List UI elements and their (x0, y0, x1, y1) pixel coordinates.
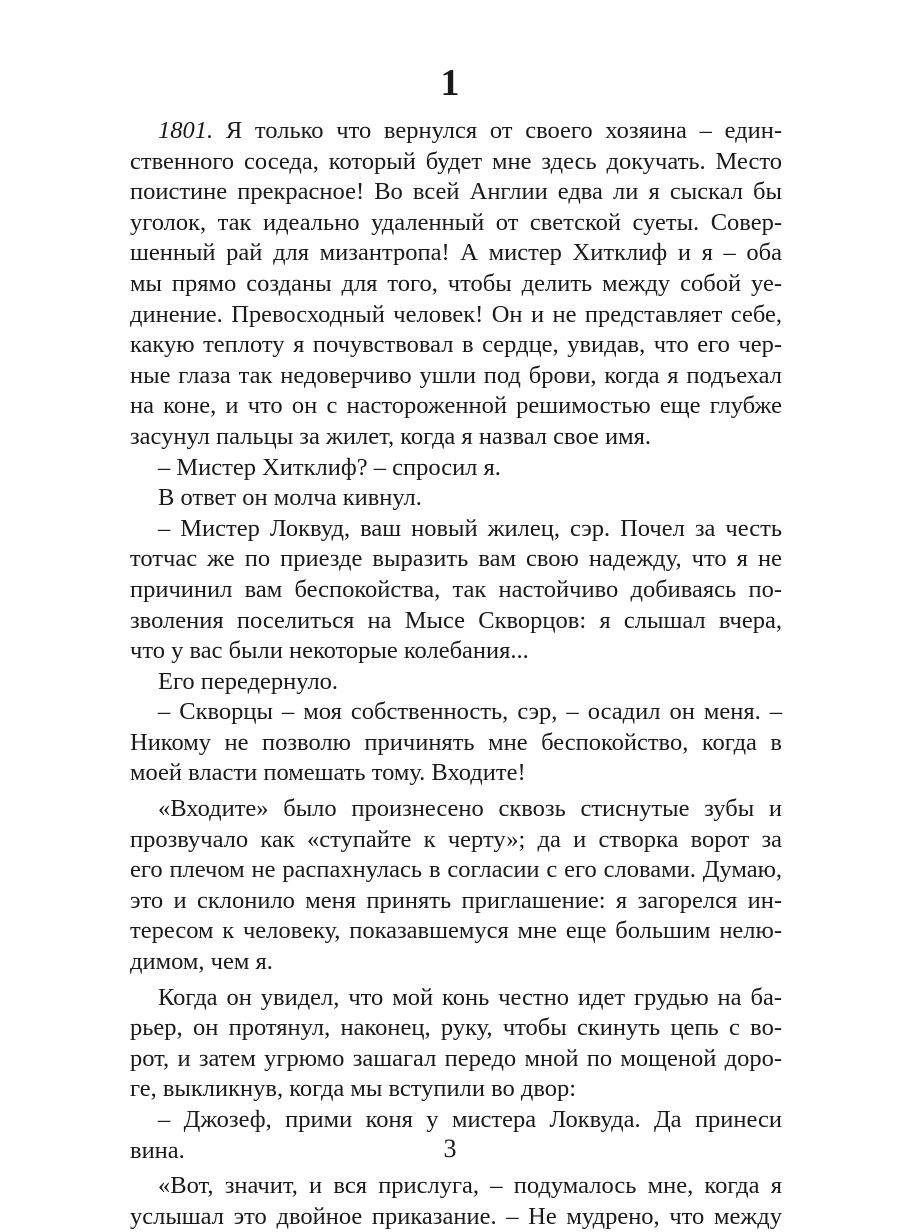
text-line: – Мистер Локвуд, ваш новый жилец, сэр. Почел за честь (158, 514, 782, 542)
text-line: шенный рай для мизантропа! А мистер Хитклиф и я – оба (130, 239, 782, 267)
text-line: «Вот, значит, и вся прислуга, – подумалось мне, когда я (158, 1172, 782, 1200)
text-line: тересом к человеку, показавшемуся мне еще большим нелю- (130, 917, 782, 945)
text-line: причинил вам беспокойства, так настойчиво добиваясь по- (130, 575, 782, 603)
text-line: его плечом не распахнулась в согласии с его словами. Думаю, (130, 856, 782, 884)
paragraph (130, 697, 782, 789)
paragraph (130, 514, 782, 667)
text-line: что у вас были некоторые колебания... (130, 637, 529, 665)
paragraph (130, 667, 782, 698)
chapter-number: 1 (440, 62, 460, 104)
text-line: димом, чем я. (130, 948, 273, 976)
paragraph (130, 483, 782, 514)
paragraph (130, 453, 782, 484)
text-line: зволения поселиться на Мысе Скворцов: я слышал вчера, (130, 606, 782, 634)
text-line: тотчас же по приезде выразить вам свою надежду, что я не (130, 545, 782, 573)
text-line: Никому не позволю причинять мне беспокойство, когда в (130, 728, 782, 756)
text-line: динение. Превосходный человек! Он и не представляет себе, (130, 300, 782, 328)
date-label: 1801. (158, 117, 214, 144)
paragraph (130, 116, 782, 453)
text-line: какую теплоту я почувствовал в сердце, увидав, что его чер- (130, 331, 782, 359)
text-line: Когда он увидел, что мой конь честно идет грудью на ба- (158, 983, 782, 1011)
text-line: ные глаза так недоверчиво ушли под брови, когда я подъехал (130, 361, 782, 389)
text-line: – Скворцы – моя собственность, сэр, – осадил он меня. – (158, 698, 782, 726)
text-line: на коне, и что он с настороженной решимостью еще глубже (130, 392, 782, 420)
text-line: рьер, он протянул, наконец, руку, чтобы скинуть цепь с во- (130, 1014, 782, 1042)
text-line: – Джозеф, прими коня у мистера Локвуда. Да принеси (158, 1106, 782, 1133)
page-number: 3 (443, 1134, 457, 1163)
text-line: В ответ он молча кивнул. (158, 484, 422, 512)
text-line: ге, выкликнув, когда мы вступили во двор: (130, 1075, 577, 1103)
text-line: прозвучало как «ступайте к черту»; да и створка ворот за (130, 825, 782, 853)
text-line: мы прямо созданы для того, чтобы делить между собой уе- (130, 269, 782, 297)
text-line: засунул пальцы за жилет, когда я назвал свое имя. (130, 422, 651, 450)
text-line: – Мистер Хитклиф? – спросил я. (158, 453, 501, 481)
paragraph (130, 1171, 782, 1232)
text-run: Я только что вернулся от своего хозяина – един- (213, 117, 782, 144)
text-line: это и склонило меня принять приглашение: я загорелся ин- (130, 886, 782, 914)
text-line: услышал это двойное приказание. – Не мудрено, что между (130, 1202, 782, 1230)
text-line: моей власти помешать тому. Входите! (130, 759, 526, 787)
text-line: поистине прекрасное! Во всей Англии едва ли я сыскал бы (130, 178, 782, 206)
paragraph (130, 794, 782, 978)
text-line: уголок, так идеально удаленный от светской суеты. Совер- (130, 208, 782, 236)
text-line: вина. (130, 1136, 185, 1164)
text-line: «Входите» было произнесено сквозь стиснутые зубы и (158, 795, 782, 823)
paragraph (130, 983, 782, 1105)
text-line: ственного соседа, который будет мне здесь докучать. Место (130, 147, 782, 175)
text-line: Его передернуло. (158, 667, 339, 695)
text-line: рот, и затем угрюмо зашагал передо мной по мощеной доро- (130, 1044, 782, 1072)
body-text (130, 116, 782, 1232)
text-line (130, 116, 782, 147)
